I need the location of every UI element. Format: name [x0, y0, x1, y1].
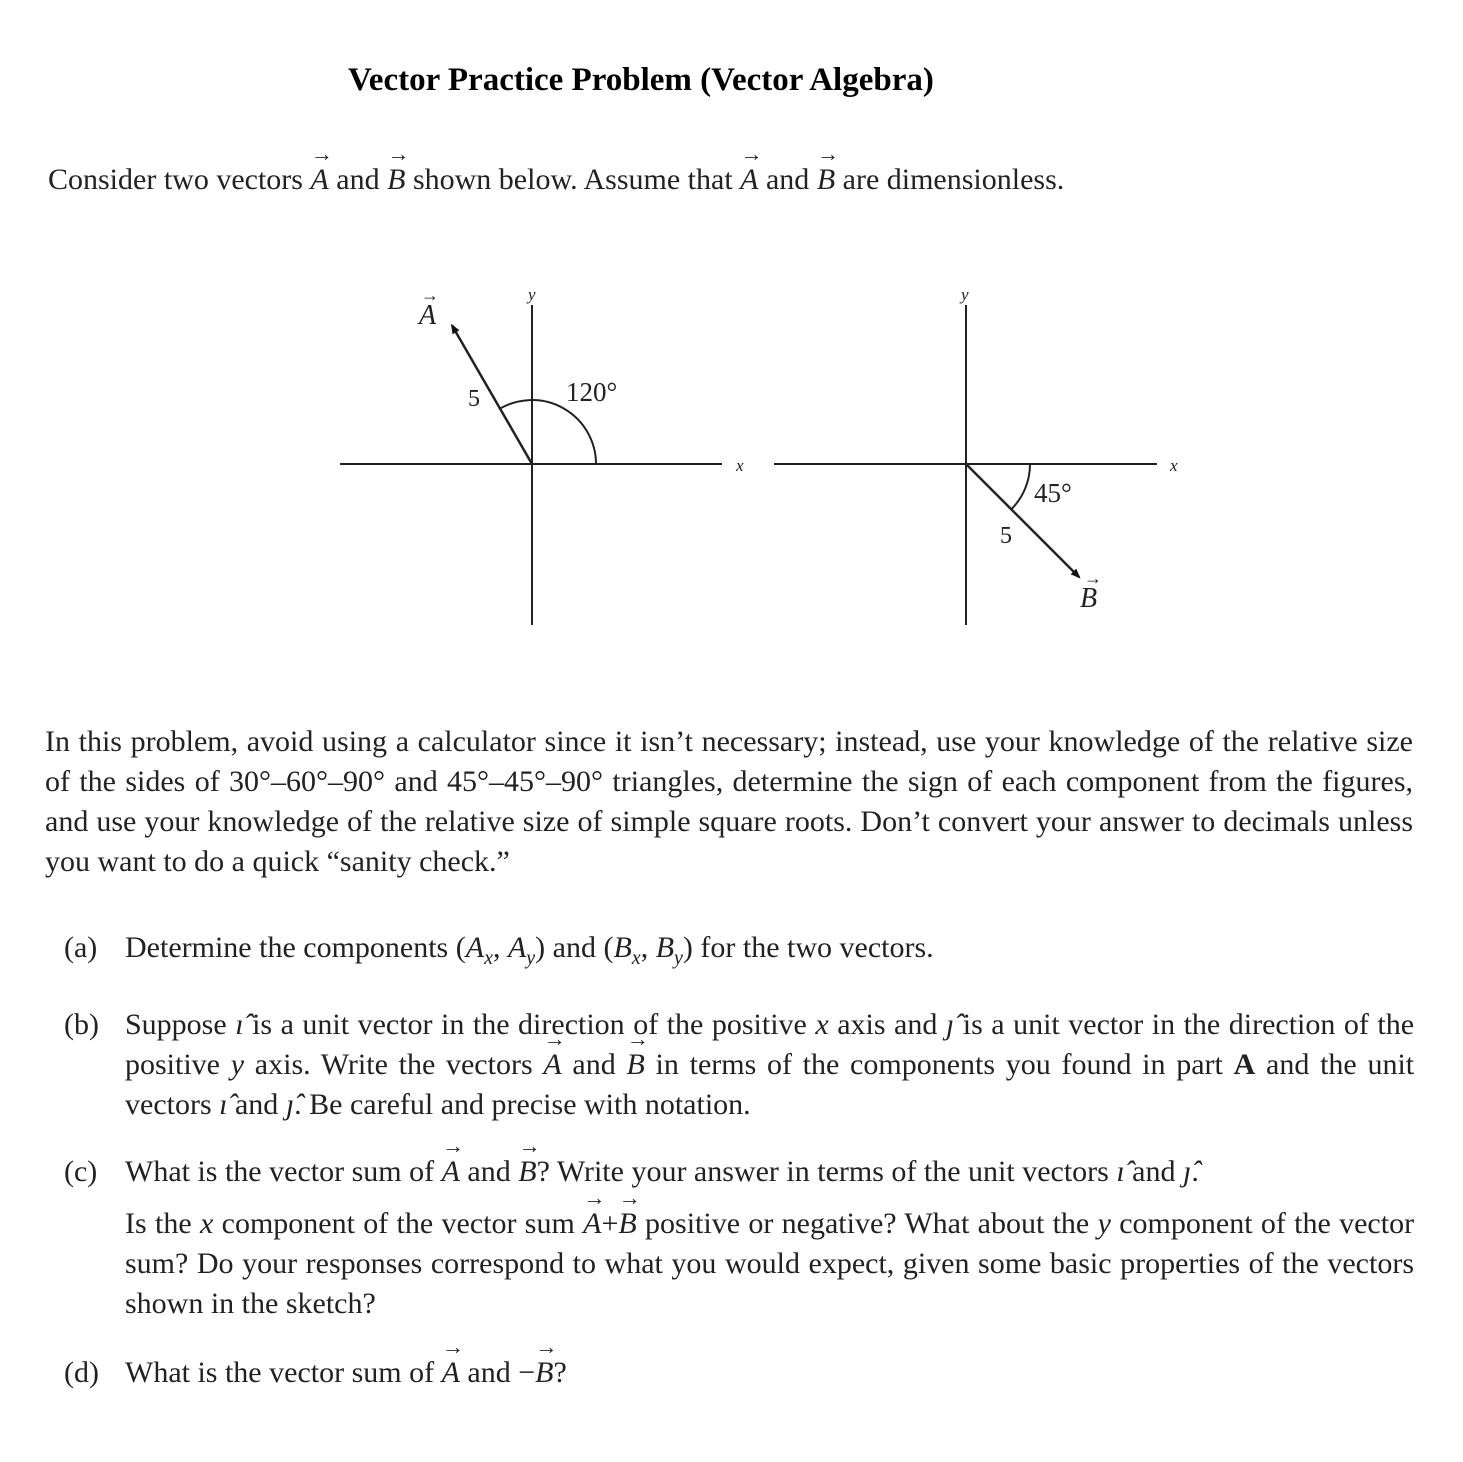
vector-b-label: B	[1080, 583, 1098, 614]
question-list	[64, 928, 1414, 1393]
figure-left	[340, 285, 744, 625]
vector-a-symbol: → A	[442, 1353, 460, 1393]
question-label: (b)	[64, 1008, 99, 1041]
question-label: (a)	[64, 931, 98, 964]
vector-a-arrow	[452, 325, 532, 464]
question-label: (d)	[64, 1356, 99, 1389]
y-axis-label: y	[961, 285, 969, 304]
magnitude-label: 5	[1000, 523, 1012, 549]
question-a: (a) Determine the components ($A_x$, $A_y$) and ($B_x$, $B_y$) for the two vectors.	[64, 928, 1414, 978]
angle-label: 120°	[566, 377, 618, 407]
vector-b-label-arrow: →	[1084, 568, 1102, 588]
vector-b-symbol: → B	[387, 160, 405, 200]
vector-b-symbol: → B	[535, 1353, 553, 1393]
question-label: (c)	[64, 1155, 98, 1188]
vector-a-symbol: → A	[583, 1204, 601, 1244]
vector-a-symbol: → A	[740, 160, 758, 200]
vector-figures	[0, 0, 1463, 700]
vector-b-symbol: → B	[626, 1045, 644, 1085]
page-title: Vector Practice Problem (Vector Algebra)	[348, 62, 934, 98]
question-d: (d) What is the vector sum of → A and −→ B?	[64, 1353, 1414, 1393]
vector-a-label: A	[419, 300, 437, 331]
vector-a-symbol: → A	[543, 1045, 561, 1085]
vector-a-symbol: → A	[442, 1152, 460, 1192]
question-b: (b) Suppose ı̂ is a unit vector in the direction of the positive x axis and ȷ̂ is a unit vector in the direction of the positive y axis. Write the vectors → A and → B in terms of the components you found in part A and the unit vectors ı̂ and ȷ̂. Be careful and precise with notation.	[64, 1005, 1414, 1125]
vector-b-symbol: → B	[518, 1152, 536, 1192]
x-axis-label: x	[736, 456, 744, 475]
intro-paragraph: Consider two vectors → A and → B shown below. Assume that → A and → B are dimensionless.	[48, 160, 1428, 200]
figure-right	[774, 285, 1178, 625]
y-axis-label: y	[528, 285, 536, 304]
vector-b-symbol: → B	[817, 160, 835, 200]
vector-a-label-arrow: →	[421, 285, 439, 305]
instructions-paragraph: In this problem, avoid using a calculator since it isn’t necessary; instead, use your knowledge of the relative size of the sides of 30°–60°–90° and 45°–45°–90° triangles, determine the sign of each component from the figures, and use your knowledge of the relative size of simple square roots. Don’t convert your answer to decimals unless you want to do a quick “sanity check.”	[45, 725, 1413, 878]
vector-b-symbol: → B	[618, 1204, 636, 1244]
angle-arc	[1011, 464, 1030, 509]
magnitude-label: 5	[468, 386, 480, 412]
x-axis-label: x	[1170, 456, 1178, 475]
vector-a-symbol: → A	[310, 160, 328, 200]
question-c: (c) What is the vector sum of → A and → B? Write your answer in terms of the unit vectors ı̂ and ȷ̂. Is the x component of the vector sum → A+→ B positive or negative? What about the y component of the vector sum? Do your responses correspond to what you would expect, given some basic properties of the vectors shown in the sketch?	[64, 1152, 1414, 1324]
angle-label: 45°	[1034, 478, 1072, 508]
